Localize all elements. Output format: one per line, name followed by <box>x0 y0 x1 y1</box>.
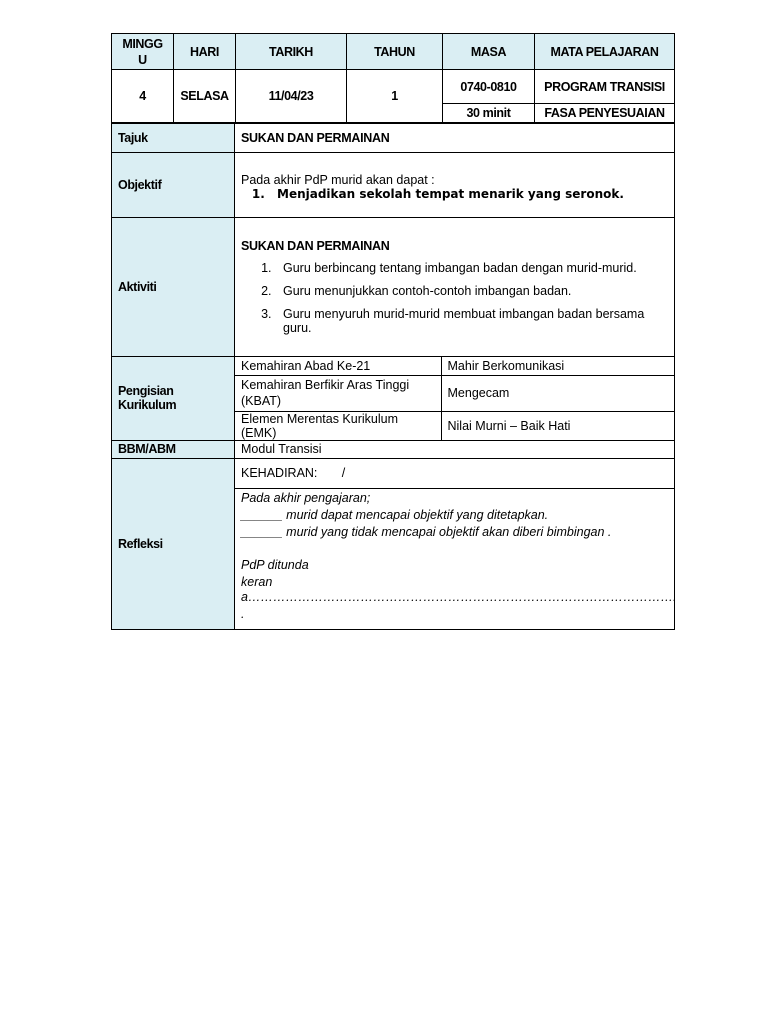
refleksi-content <box>235 488 675 629</box>
pengisian-row <box>112 357 675 441</box>
objektif-intro: Pada akhir PdP murid akan dapat : <box>241 173 435 187</box>
minggu-value: 4 <box>112 70 174 123</box>
header-mata-pelajaran: MATA PELAJARAN <box>535 34 675 70</box>
tahun-value: 1 <box>347 70 443 123</box>
refleksi-label: Refleksi <box>112 458 235 629</box>
objektif-content <box>235 153 675 218</box>
header-tahun: TAHUN <box>347 34 443 70</box>
pengisian-value: Mahir Berkomunikasi <box>441 357 675 375</box>
refleksi-line: ______ murid dapat mencapai objektif yang ditetapkan. <box>241 507 549 522</box>
refleksi-line: Pada akhir pengajaran; <box>241 490 371 505</box>
header-masa: MASA <box>443 34 535 70</box>
aktiviti-content <box>235 218 675 357</box>
aktiviti-label: Aktiviti <box>112 218 235 357</box>
aktiviti-item: 1. Guru berbincang tentang imbangan badan dengan murid-murid. <box>275 261 668 275</box>
bbm-value: Modul Transisi <box>235 440 675 458</box>
refleksi-line: ______ murid yang tidak mencapai objektif akan diberi bimbingan . <box>241 524 612 539</box>
hari-value: SELASA <box>174 70 236 123</box>
pengisian-label: Pengisian Kurikulum <box>112 357 235 441</box>
pengisian-key: Elemen Merentas Kurikulum (EMK) <box>235 411 441 440</box>
kehadiran-row <box>112 458 675 488</box>
fasa-value: FASA PENYESUAIAN <box>535 104 675 123</box>
objektif-row <box>112 153 675 218</box>
tajuk-label: Tajuk <box>112 124 235 153</box>
tajuk-value: SUKAN DAN PERMAINAN <box>235 124 675 153</box>
header-minggu: MINGG U <box>112 34 174 70</box>
refleksi-line: kerana…………………………………………………………………………………………. <box>241 574 677 604</box>
masa-time: 0740-0810 <box>443 70 535 104</box>
refleksi-line: PdP ditunda <box>241 557 309 572</box>
refleksi-line: . <box>241 606 245 621</box>
kehadiran: KEHADIRAN: / <box>235 458 675 488</box>
bbm-label: BBM/ABM <box>112 440 235 458</box>
aktiviti-item: 3. Guru menyuruh murid-murid membuat imbangan badan bersama guru. <box>275 307 668 335</box>
objektif-label: Objektif <box>112 153 235 218</box>
header-tarikh: TARIKH <box>236 34 347 70</box>
aktiviti-title: SUKAN DAN PERMAINAN <box>241 239 390 253</box>
pengisian-table <box>235 357 675 440</box>
bbm-row <box>112 440 675 458</box>
pengisian-value: Mengecam <box>441 375 675 411</box>
tarikh-value: 11/04/23 <box>236 70 347 123</box>
pengisian-value: Nilai Murni – Baik Hati <box>441 411 675 440</box>
mata-pelajaran-value: PROGRAM TRANSISI <box>535 70 675 104</box>
header-table <box>111 33 675 123</box>
pengisian-key: Kemahiran Berfikir Aras Tinggi (KBAT) <box>235 375 441 411</box>
masa-duration: 30 minit <box>443 104 535 123</box>
objektif-item: 1. Menjadikan sekolah tempat menarik yang seronok. <box>269 187 668 201</box>
aktiviti-item: 2. Guru menunjukkan contoh-contoh imbangan badan. <box>275 284 668 298</box>
aktiviti-row <box>112 218 675 357</box>
pengisian-key: Kemahiran Abad Ke-21 <box>235 357 441 375</box>
header-hari: HARI <box>174 34 236 70</box>
lesson-plan-table <box>111 123 675 630</box>
tajuk-row <box>112 124 675 153</box>
